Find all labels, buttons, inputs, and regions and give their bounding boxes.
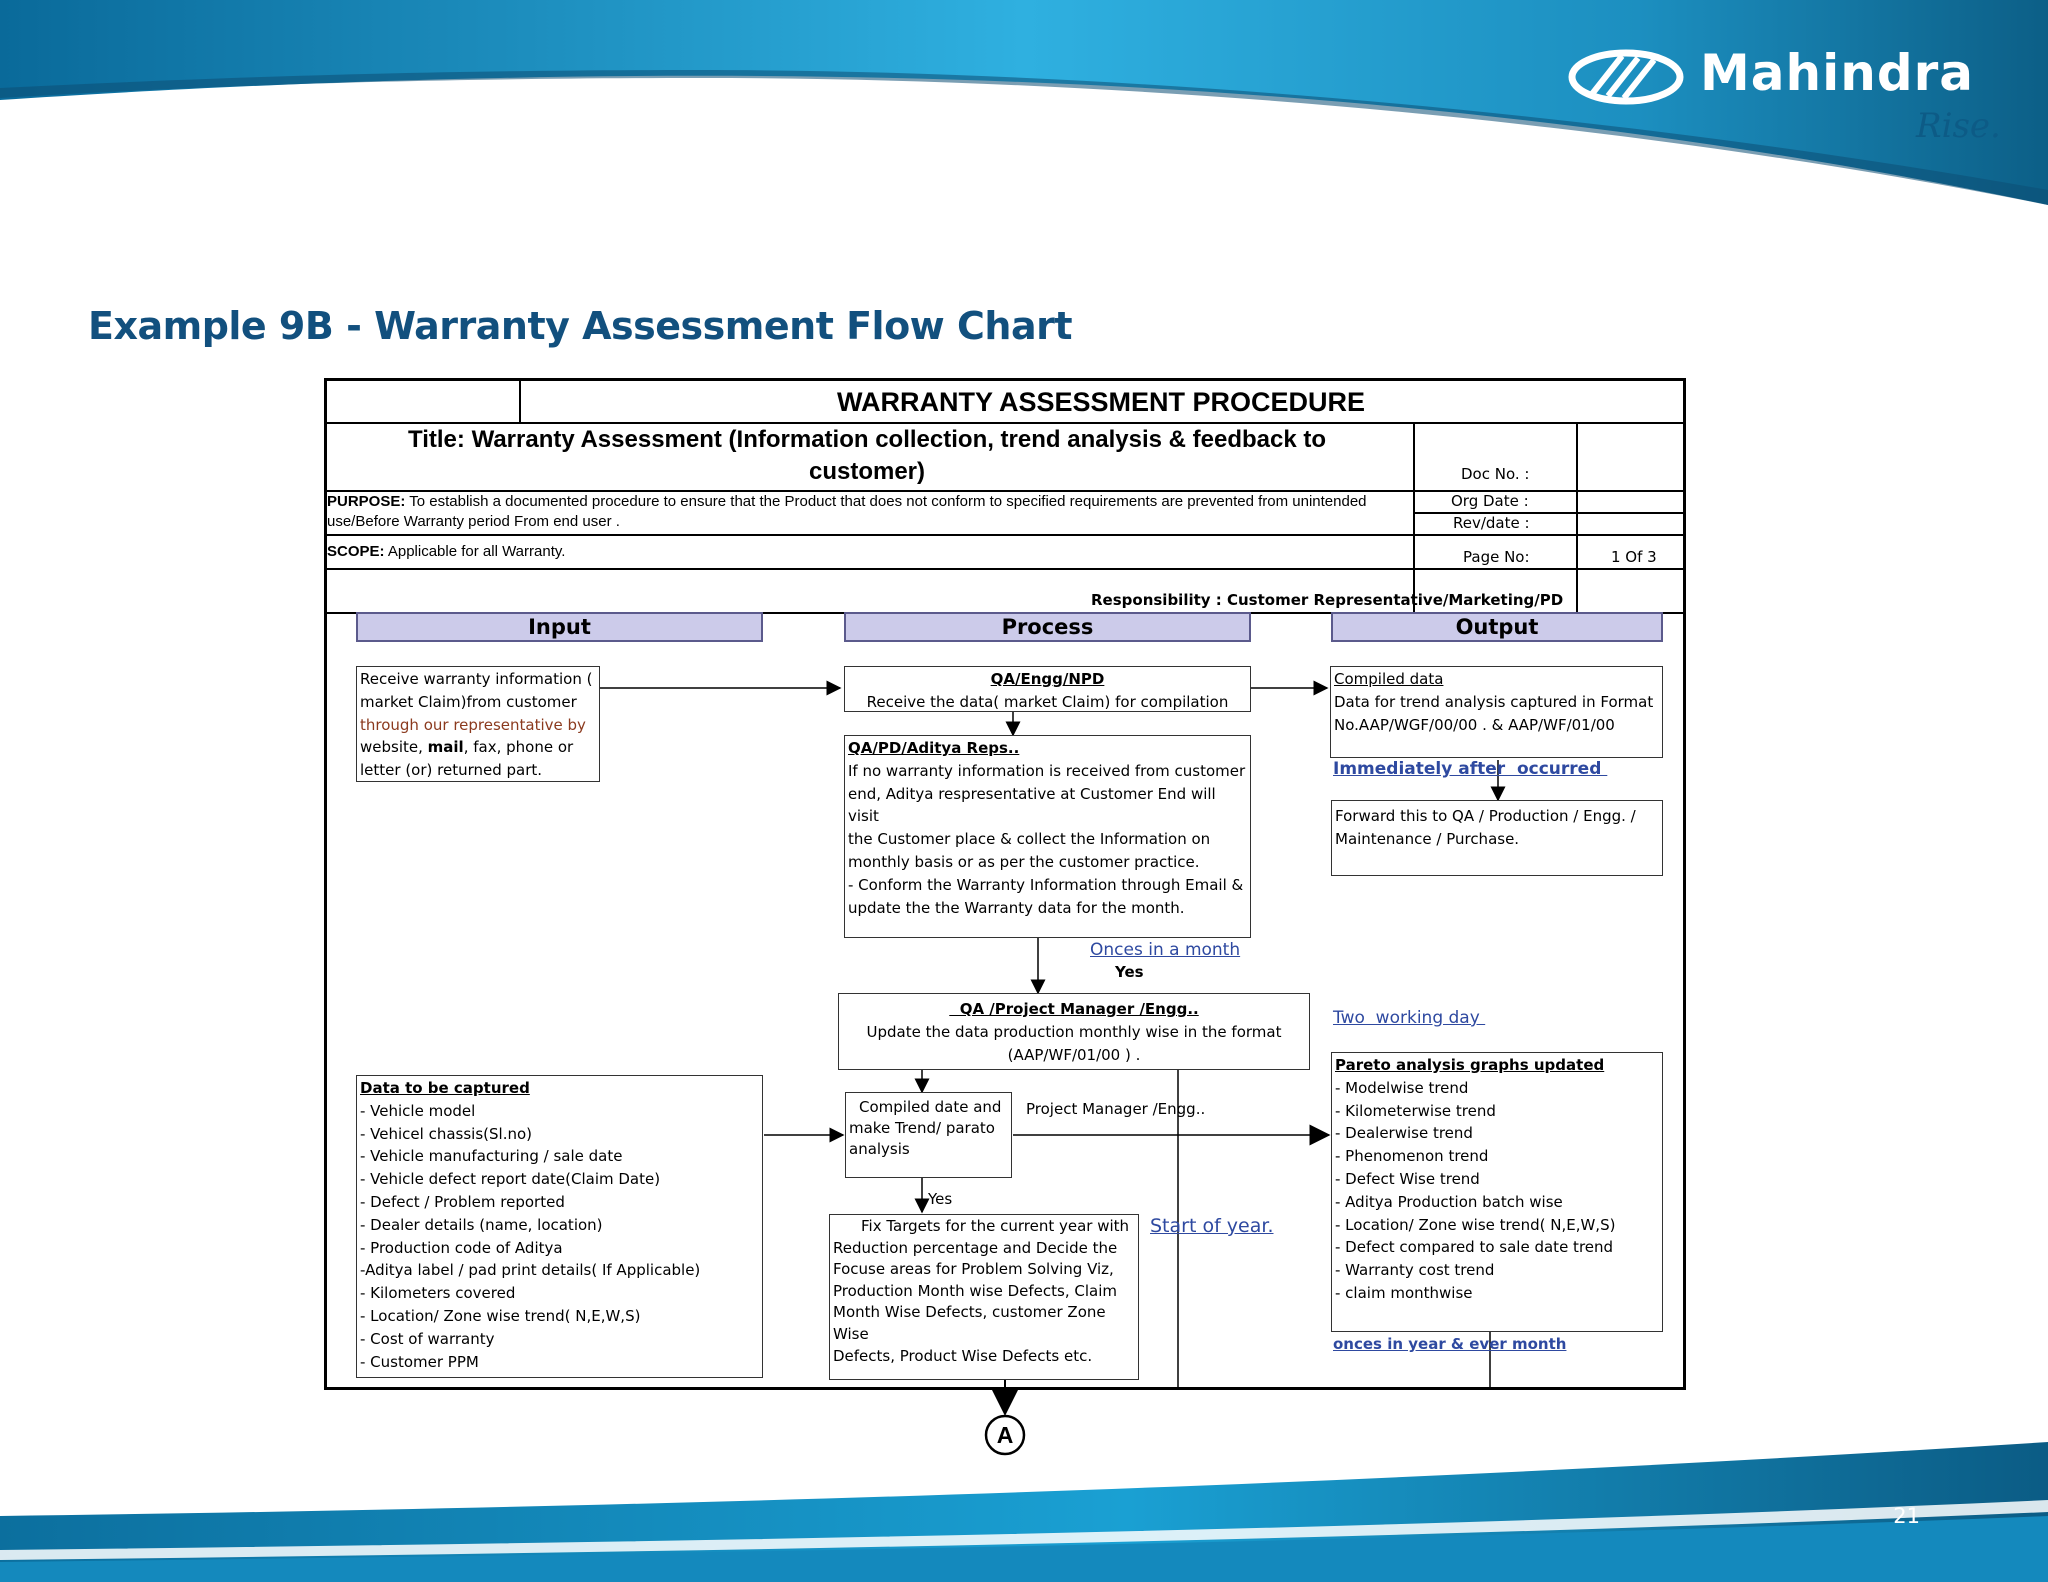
receive-line-4: website, mail, fax, phone or (360, 738, 574, 757)
footer-band (0, 1420, 2048, 1582)
p5-line: Production Month wise Defects, Claim (833, 1281, 1117, 1300)
page-no-value: 1 Of 3 (1611, 548, 1657, 566)
p5-line: Defects, Product Wise Defects etc. (833, 1346, 1093, 1365)
page-no-label: Page No: (1463, 548, 1530, 566)
p2-title: QA/PD/Aditya Reps.. (848, 739, 1020, 757)
output-compiled-data-box (1330, 666, 1663, 758)
data-item: - Dealer details (name, location) (360, 1215, 603, 1234)
p5-line: Fix Targets for the current year with (861, 1217, 1130, 1235)
data-to-capture-title: Data to be captured (360, 1079, 530, 1097)
slide-title: Example 9B - Warranty Assessment Flow Chart (88, 304, 1072, 348)
o3-item: - Location/ Zone wise trend( N,E,W,S) (1335, 1215, 1616, 1234)
receive-line-1: Receive warranty information ( (360, 670, 593, 688)
o2-line: Forward this to QA / Production / Engg. / (1335, 807, 1636, 825)
procedure-title: Title: Warranty Assessment (Information collection, trend analysis & feedback to customer) (408, 426, 1326, 485)
output-forward-box (1331, 800, 1663, 876)
purpose-label: PURPOSE: (327, 493, 406, 510)
p3-title: QA /Project Manager /Engg.. (949, 1000, 1199, 1018)
p1-title: QA/Engg/NPD (990, 670, 1105, 688)
o1-line: No.AAP/WGF/00/00 . & AAP/WF/01/00 (1334, 715, 1615, 734)
frequency-year-month: onces in year & ever month (1333, 1335, 1567, 1353)
process-trend-analysis-box (845, 1092, 1012, 1178)
p5-line: Reduction percentage and Decide the (833, 1238, 1118, 1257)
o3-item: - Warranty cost trend (1335, 1261, 1495, 1280)
data-item: - Vehicle model (360, 1101, 476, 1120)
column-header-input: Input (356, 612, 763, 642)
frequency-monthly: Onces in a month (1090, 940, 1241, 960)
responsibility: Responsibility : Customer Representative/Marketing/PD (1091, 591, 1564, 609)
o1-line: Data for trend analysis captured in Format (1334, 692, 1654, 711)
o3-title: Pareto analysis graphs updated (1335, 1056, 1605, 1074)
process-receive-data-box (844, 666, 1251, 712)
o3-item: - Kilometerwise trend (1335, 1101, 1496, 1120)
process-update-data-box (838, 993, 1310, 1070)
o3-item: - Phenomenon trend (1335, 1147, 1489, 1166)
p4-line: analysis (849, 1140, 910, 1158)
receive-line-2: market Claim)from customer (360, 692, 577, 711)
data-item: - Vehicel chassis(Sl.no) (360, 1124, 532, 1143)
input-receive-warranty-box (356, 666, 600, 782)
purpose-body: To establish a documented procedure to ensure that the Product that does not conform to specified requirements are prevented from unintended use/Before Warranty period From end user . (327, 493, 1367, 530)
yes-label-2: Yes (928, 1190, 953, 1208)
frequency-yearly: Start of year. (1150, 1215, 1274, 1237)
o3-item: - Defect Wise trend (1335, 1169, 1480, 1188)
p2-line: update the the Warranty data for the month. (848, 898, 1185, 917)
frequency-immediate: Immediately after occurred (1333, 759, 1608, 779)
page-number: 21 (1893, 1504, 1920, 1528)
p4-responsible: Project Manager /Engg.. (1026, 1100, 1206, 1118)
scope-body: Applicable for all Warranty. (384, 543, 566, 560)
data-item: - Kilometers covered (360, 1284, 516, 1303)
receive-line-5: letter (or) returned part. (360, 761, 543, 780)
procedure-heading: WARRANTY ASSESSMENT PROCEDURE (836, 387, 1366, 417)
p2-line: monthly basis or as per the customer practice. (848, 852, 1200, 871)
p4-line: make Trend/ parato (849, 1119, 995, 1137)
output-pareto-box (1331, 1052, 1663, 1332)
p5-line: Focuse areas for Problem Solving Viz, (833, 1260, 1114, 1279)
p3-line-2: (AAP/WF/01/00 ) . (1007, 1045, 1141, 1064)
org-date-label: Org Date : (1451, 492, 1529, 510)
input-data-to-capture-box (356, 1075, 763, 1378)
p1-text: Receive the data( market Claim) for compilation (866, 692, 1229, 711)
receive-line-3: through our representative by (360, 715, 586, 734)
o3-item: - Defect compared to sale date trend (1335, 1238, 1614, 1257)
process-fix-targets-box (829, 1214, 1139, 1380)
rev-date-label: Rev/date : (1453, 514, 1530, 532)
data-item: - Location/ Zone wise trend( N,E,W,S) (360, 1306, 641, 1325)
p3-line-1: Update the data production monthly wise in the format (866, 1022, 1282, 1041)
brand-name: Mahindra (1700, 44, 1975, 102)
p2-line: end, Aditya respresentative at Customer End will visit (848, 784, 1216, 826)
o3-item: - Aditya Production batch wise (1335, 1192, 1563, 1211)
data-item: - Vehicle defect report date(Claim Date) (360, 1170, 661, 1189)
brand-tagline: Rise. (1916, 106, 2001, 146)
column-header-process: Process (844, 612, 1251, 642)
data-item: - Vehicle manufacturing / sale date (360, 1147, 623, 1166)
o3-item: - claim monthwise (1335, 1283, 1473, 1302)
column-header-output: Output (1331, 612, 1663, 642)
p2-line: - Conform the Warranty Information through Email & (848, 875, 1244, 894)
data-item: -Aditya label / pad print details( If Applicable) (360, 1261, 701, 1280)
frequency-two-days: Two working day (1333, 1008, 1486, 1028)
yes-label-1: Yes (1115, 963, 1144, 981)
o1-title: Compiled data (1334, 670, 1444, 688)
doc-no-label: Doc No. : (1461, 465, 1530, 483)
data-item: - Customer PPM (360, 1352, 479, 1371)
connector-a-label: A (996, 1422, 1014, 1448)
process-aditya-reps-box (844, 735, 1251, 938)
p5-line: Month Wise Defects, customer Zone Wise (833, 1303, 1106, 1343)
data-item: - Production code of Aditya (360, 1238, 563, 1257)
p2-line: the Customer place & collect the Information on (848, 830, 1211, 849)
p4-line: Compiled date and (859, 1098, 1002, 1116)
scope-label: SCOPE: (327, 543, 385, 560)
o2-line: Maintenance / Purchase. (1335, 829, 1520, 848)
o3-item: - Dealerwise trend (1335, 1124, 1473, 1143)
data-item: - Cost of warranty (360, 1329, 495, 1348)
data-item: - Defect / Problem reported (360, 1192, 565, 1211)
o3-item: - Modelwise trend (1335, 1078, 1469, 1097)
p2-line: If no warranty information is received from customer (848, 761, 1246, 780)
